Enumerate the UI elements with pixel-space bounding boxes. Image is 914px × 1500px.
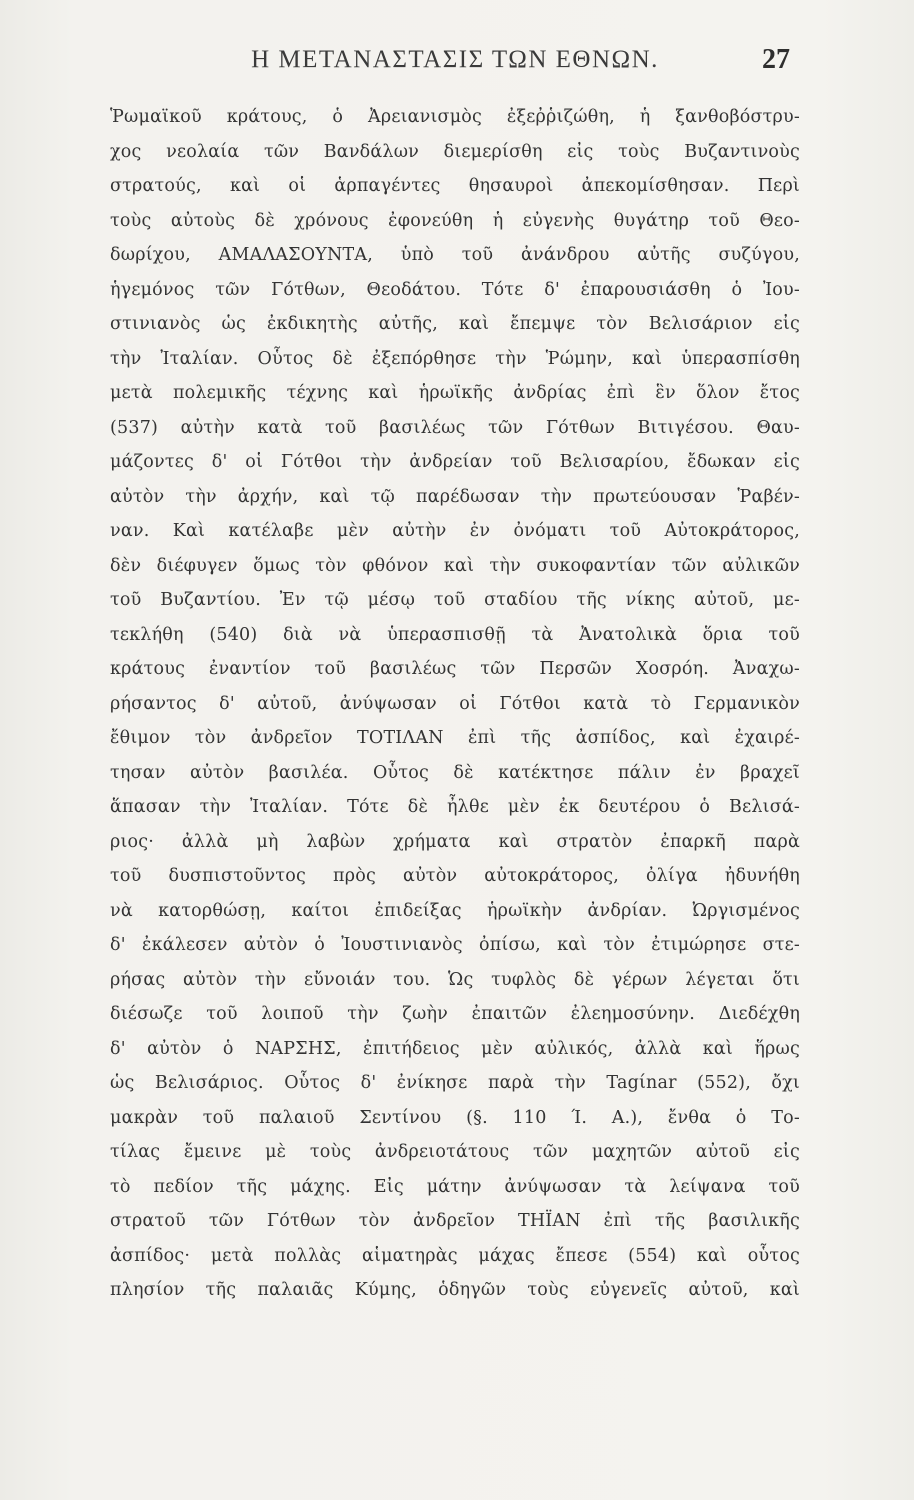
text-line: ρήσας αὐτὸν τὴν εὔνοιάν του. Ὡς τυφλὸς δὲ γέρων λέγεται ὅτι: [110, 969, 800, 990]
text-line: μακρὰν τοῦ παλαιοῦ Σεντίνου (§. 110 Ί. Α.), ἔνθα ὁ Το-: [110, 1107, 800, 1128]
text-line: τησαν αὐτὸν βασιλέα. Οὗτος δὲ κατέκτησε πάλιν ἐν βραχεῖ: [110, 762, 800, 783]
page-number: 27: [762, 44, 790, 75]
text-line: δωρίχου, ΑΜΑΛΑΣΟΥΝΤΑ, ὑπὸ τοῦ ἀνάνδρου αὐτῆς συζύγου,: [110, 245, 800, 265]
text-line: ρήσαντος δ' αὐτοῦ, ἀνύψωσαν οἱ Γότθοι κατὰ τὸ Γερμανικὸν: [110, 693, 800, 714]
text-line: δ' ἐκάλεσεν αὐτὸν ὁ Ἰουστινιανὸς ὀπίσω, καὶ τὸν ἐτιμώρησε στε-: [110, 935, 800, 955]
text-line: κράτους ἐναντίον τοῦ βασιλέως τῶν Περσῶν Χοσρόη. Ἀναχω-: [110, 659, 800, 679]
text-line: στρατούς, καὶ οἱ ἁρπαγέντες θησαυροὶ ἀπεκομίσθησαν. Περὶ: [110, 176, 800, 196]
text-line: μετὰ πολεμικῆς τέχνης καὶ ἡρωϊκῆς ἀνδρίας ἐπὶ ἓν ὅλον ἔτος: [110, 383, 800, 403]
text-line: δ' αὐτὸν ὁ ΝΑΡΣΗΣ, ἐπιτήδειος μὲν αὐλικός, ἀλλὰ καὶ ἥρως: [110, 1038, 800, 1059]
text-line: νὰ κατορθώσῃ, καίτοι ἐπιδείξας ἡρωϊκὴν ἀνδρίαν. Ὠργισμένος: [110, 900, 800, 921]
text-line: τὴν Ἰταλίαν. Οὗτος δὲ ἐξεπόρθησε τὴν Ῥώμην, καὶ ὑπερασπίσθη: [110, 348, 800, 369]
text-line: τοῦ δυσπιστοῦντος πρὸς αὐτὸν αὐτοκράτορος, ὀλίγα ἠδυνήθη: [110, 866, 800, 886]
text-line: (537) αὐτὴν κατὰ τοῦ βασιλέως τῶν Γότθων Βιτιγέσου. Θαυ-: [110, 417, 800, 438]
text-line: Ῥωμαϊκοῦ κράτους, ὁ Ἀρειανισμὸς ἐξεῤῥιζώθη, ἡ ξανθοβόστρυ-: [110, 107, 800, 127]
text-line: ἔθιμον τὸν ἀνδρεῖον ΤΟΤΙΛΑΝ ἐπὶ τῆς ἀσπίδος, καὶ ἐχαιρέ-: [110, 728, 800, 748]
body-text: [110, 100, 800, 1308]
text-line: ἡγεμόνος τῶν Γότθων, Θεοδάτου. Τότε δ' ἐπαρουσιάσθη ὁ Ἰου-: [110, 279, 800, 300]
text-line: μάζοντες δ' οἱ Γότθοι τὴν ἀνδρείαν τοῦ Βελισαρίου, ἔδωκαν εἰς: [110, 452, 800, 472]
text-line: τίλας ἔμεινε μὲ τοὺς ἀνδρειοτάτους τῶν μαχητῶν αὐτοῦ εἰς: [110, 1142, 800, 1162]
text-line: τοῦ Βυζαντίου. Ἐν τῷ μέσῳ τοῦ σταδίου τῆς νίκης αὐτοῦ, με-: [110, 590, 800, 610]
text-line: τεκλήθη (540) διὰ νὰ ὑπερασπισθῇ τὰ Ἀνατολικὰ ὅρια τοῦ: [110, 624, 800, 645]
text-line: ἀσπίδος· μετὰ πολλὰς αἱματηρὰς μάχας ἔπεσε (554) καὶ οὗτος: [110, 1245, 800, 1266]
text-line: πλησίον τῆς παλαιᾶς Κύμης, ὁδηγῶν τοὺς εὐγενεῖς αὐτοῦ, καὶ: [110, 1280, 800, 1300]
text-line: ὡς Βελισάριος. Οὗτος δ' ἐνίκησε παρὰ τὴν Tagίnar (552), ὄχι: [110, 1073, 800, 1093]
page-header: [120, 44, 790, 84]
text-line: τὸ πεδίον τῆς μάχης. Εἰς μάτην ἀνύψωσαν τὰ λείψανα τοῦ: [110, 1176, 800, 1197]
text-line: χος νεολαία τῶν Βανδάλων διεμερίσθη εἰς τοὺς Βυζαντινοὺς: [110, 141, 800, 162]
text-line: αὐτὸν τὴν ἀρχήν, καὶ τῷ παρέδωσαν τὴν πρωτεύουσαν Ῥαβέν-: [110, 486, 800, 507]
running-title: Η ΜΕΤΑΝΑΣΤΑΣΙΣ ΤΩΝ ΕΘΝΩΝ.: [251, 46, 659, 73]
text-line: ναν. Καὶ κατέλαβε μὲν αὐτὴν ἐν ὀνόματι τοῦ Αὐτοκράτορος,: [110, 521, 800, 541]
text-line: ριος· ἀλλὰ μὴ λαβὼν χρήματα καὶ στρατὸν ἐπαρκῆ παρὰ: [110, 831, 800, 852]
text-line: τοὺς αὐτοὺς δὲ χρόνους ἐφονεύθη ἡ εὐγενὴς θυγάτηρ τοῦ Θεο-: [110, 210, 800, 231]
text-line: δὲν διέφυγεν ὅμως τὸν φθόνον καὶ τὴν συκοφαντίαν τῶν αὐλικῶν: [110, 555, 800, 576]
text-line: διέσωζε τοῦ λοιποῦ τὴν ζωὴν ἐπαιτῶν ἐλεημοσύνην. Διεδέχθη: [110, 1004, 800, 1024]
text-line: ἅπασαν τὴν Ἰταλίαν. Τότε δὲ ἦλθε μὲν ἐκ δευτέρου ὁ Βελισά-: [110, 797, 800, 817]
text-line: στινιανὸς ὡς ἐκδικητὴς αὐτῆς, καὶ ἔπεμψε τὸν Βελισάριον εἰς: [110, 314, 800, 334]
text-line: στρατοῦ τῶν Γότθων τὸν ἀνδρεῖον ΤΗΪΑΝ ἐπὶ τῆς βασιλικῆς: [110, 1211, 800, 1231]
